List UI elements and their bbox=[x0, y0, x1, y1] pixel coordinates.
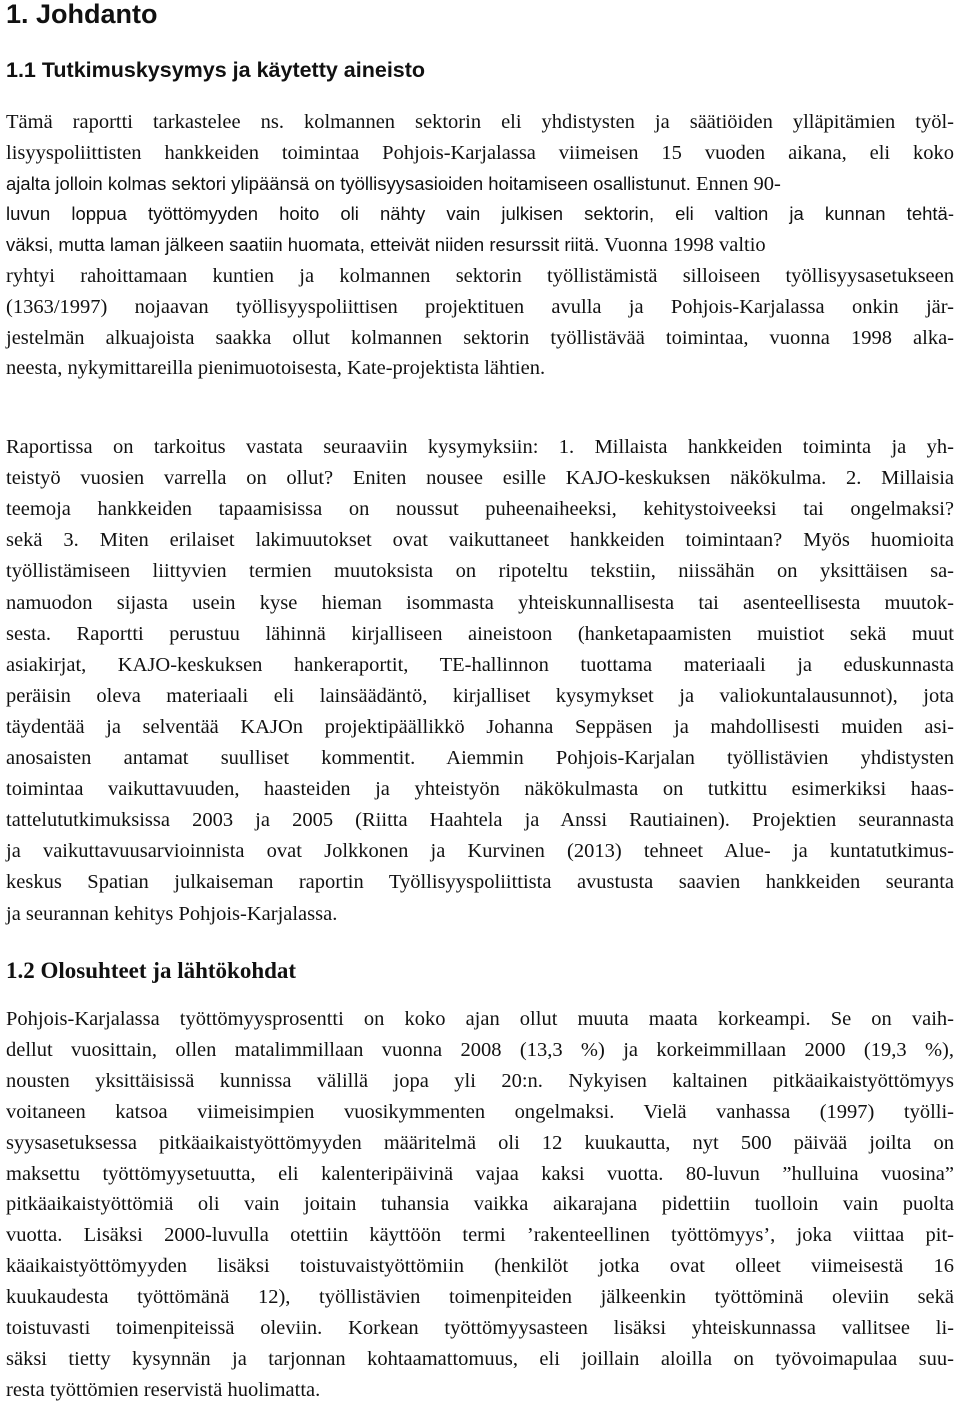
text-line-content: Raportissa on tarkoitus vastata seuraaviin kysymyksiin: 1. Millaista hankkeiden toiminta ja yh- bbox=[6, 436, 954, 458]
text-line-content: pitkäaikaistyöttömiä oli vain joitain tuhansia vaikka aikarajana pidettiin tuolloin vain puolta bbox=[6, 1193, 954, 1216]
text-line-content: namuodon sijasta usein kyse hieman isommasta yhteiskunnallisesta tai asenteellisesta muutok- bbox=[6, 591, 954, 614]
text-line bbox=[6, 1159, 954, 1189]
text-line-content: vuotta. Lisäksi 2000-luvulla otettiin käyttöön termi ’rakenteellinen työttömyys’, joka viittaa pit- bbox=[6, 1224, 954, 1247]
text-line-suffix: Vuonna 1998 valtio bbox=[599, 234, 766, 257]
text-line bbox=[6, 353, 954, 383]
text-line bbox=[6, 1251, 954, 1281]
text-line bbox=[6, 463, 954, 493]
text-line-content: sekä 3. Miten erilaiset lakimuutokset ovat vaikuttaneet hankkeiden toimintaan? Myös huomioita bbox=[6, 529, 954, 552]
text-line bbox=[6, 323, 954, 353]
text-line bbox=[6, 650, 954, 680]
text-line-content: peräisin oleva materiaali eli lainsäädäntö, kirjalliset kysymykset ja valiokuntalausunnot), jota bbox=[6, 684, 954, 707]
text-line bbox=[6, 1344, 954, 1374]
text-line-content: teistyö vuosien varrella on ollut? Eniten nousee esille KAJO-keskuksen näkökulma. 2. Millaisia bbox=[6, 467, 954, 490]
text-line bbox=[6, 261, 954, 291]
text-line bbox=[6, 230, 954, 260]
text-line bbox=[6, 292, 954, 322]
text-line-content: asiakirjat, KAJO-keskuksen hankeraportit, TE-hallinnon tuottama materiaali ja eduskunnasta bbox=[6, 653, 954, 676]
text-line-content: sesta. Raportti perustuu lähinnä kirjalliseen aineistoon (hanketapaamisten muistiot sekä muut bbox=[6, 622, 954, 645]
text-line-content: Pohjois-Karjalassa työttömyysprosentti on koko ajan ollut muuta maata korkeampi. Se on vaih- bbox=[6, 1008, 954, 1030]
text-line bbox=[6, 1375, 954, 1405]
text-line bbox=[6, 432, 954, 462]
text-line bbox=[6, 494, 954, 524]
text-line bbox=[6, 556, 954, 586]
text-line-content: lisyyspoliittisten hankkeiden toimintaa Pohjois-Karjalassa viimeisen 15 vuoden aikana, eli koko bbox=[6, 141, 954, 164]
text-line bbox=[6, 1097, 954, 1127]
text-line bbox=[6, 1035, 954, 1065]
text-line bbox=[6, 836, 954, 866]
text-line-content: dellut vuosittain, ollen matalimmillaan vuonna 2008 (13,3 %) ja korkeimmillaan 2000 (19,3 %), bbox=[6, 1038, 954, 1061]
text-line bbox=[6, 199, 954, 229]
text-line-content: teemoja hankkeiden tapaamisissa on noussut puheenaiheeksi, kehitystoiveeksi tai ongelmaksi? bbox=[6, 498, 954, 521]
text-line bbox=[6, 712, 954, 742]
text-line bbox=[6, 1004, 954, 1034]
text-line-content: nousten yksittäisissä kunnissa välillä jopa yli 20:n. Nykyisen kaltainen pitkäaikaistyöttömyys bbox=[6, 1069, 954, 1092]
text-line-content: täydentää ja selventää KAJOn projektipäällikkö Johanna Seppäsen ja mahdollisesti muiden asi- bbox=[6, 715, 954, 738]
text-line bbox=[6, 867, 954, 897]
text-line bbox=[6, 619, 954, 649]
text-line-content: kuukaudesta työttömänä 12), työllistävien toimenpiteiden jälkeenkin työttöminä oleviin sekä bbox=[6, 1286, 954, 1309]
text-line bbox=[6, 169, 954, 199]
text-line-content: käaikaistyöttömyyden lisäksi toistuvaistyöttömiin (henkilöt jotka ovat olleet viimeisestä 16 bbox=[6, 1255, 954, 1278]
section-heading-1-2: 1.2 Olosuhteet ja lähtökohdat bbox=[6, 958, 297, 983]
text-line bbox=[6, 743, 954, 773]
text-line bbox=[6, 774, 954, 804]
text-line-content: anosaisten antamat suulliset kommentit. Aiemmin Pohjois-Karjalan työllistävien yhdistysten bbox=[6, 747, 954, 769]
text-line bbox=[6, 899, 954, 929]
text-line bbox=[6, 107, 954, 137]
text-line bbox=[6, 525, 954, 555]
text-line bbox=[6, 588, 954, 618]
text-line-content: neesta, nykymittareilla pienimuotoisesta, Kate-projektista lähtien. bbox=[6, 357, 546, 380]
text-line-content: jestelmän alkuajoista saakka ollut kolmannen sektorin työllistävää toimintaa, vuonna 1998 alka- bbox=[6, 326, 954, 349]
chapter-heading: 1. Johdanto bbox=[6, 0, 158, 29]
text-line-content: ryhtyi rahoittamaan kuntien ja kolmannen sektorin työllistämistä silloiseen työllisyysasetukseen bbox=[6, 265, 954, 287]
section-heading-1-1: 1.1 Tutkimuskysymys ja käytetty aineisto bbox=[6, 58, 426, 82]
text-line bbox=[6, 805, 954, 835]
text-line-suffix: Ennen 90- bbox=[690, 172, 781, 195]
text-line-content: luvun loppua työttömyyden hoito oli nähty vain julkisen sektorin, eli valtion ja kunnan tehtä- bbox=[6, 203, 954, 225]
text-line-content: syysasetuksessa pitkäaikaistyöttömyyden määritelmä oli 12 kuukautta, nyt 500 päivää joilta on bbox=[6, 1131, 954, 1154]
text-line-content: työllistämiseen liittyvien termien muutoksista on ripoteltu tekstiin, niissähän on yksittäisen sa- bbox=[6, 560, 954, 583]
text-line-content: ajalta jolloin kolmas sektori ylipäänsä on työllisyysasioiden hoitamiseen osallistunut. bbox=[6, 172, 691, 194]
text-line bbox=[6, 138, 954, 168]
text-line-content: tattelututkimuksissa 2003 ja 2005 (Riitta Haahtela ja Anssi Rautiainen). Projektien seurannasta bbox=[6, 809, 954, 832]
text-line bbox=[6, 1313, 954, 1343]
text-line-content: ja seurannan kehitys Pohjois-Karjalassa. bbox=[6, 902, 338, 925]
text-line-content: resta työttömien reservistä huolimatta. bbox=[6, 1378, 321, 1401]
text-line-content: toistuvasti toimenpiteissä oleviin. Korkean työttömyysasteen lisäksi yhteiskunnassa vallitsee li- bbox=[6, 1317, 954, 1339]
text-line-content: Tämä raportti tarkastelee ns. kolmannen sektorin eli yhdistysten ja säätiöiden ylläpitämien työl- bbox=[6, 111, 954, 133]
text-line bbox=[6, 1282, 954, 1312]
text-line bbox=[6, 1189, 954, 1219]
text-line-content: säksi tietty kysynnän ja tarjonnan kohtaamattomuus, eli joillain aloilla on työvoimapulaa suu- bbox=[6, 1347, 954, 1370]
text-line bbox=[6, 1128, 954, 1158]
text-line-content: voitaneen katsoa viimeisimpien vuosikymmenten ongelmaksi. Vielä vanhassa (1997) työlli- bbox=[6, 1100, 954, 1123]
text-line bbox=[6, 681, 954, 711]
text-line-content: väksi, mutta laman jälkeen saatiin huomata, etteivät niiden resurssit riitä. bbox=[6, 234, 600, 256]
text-line-content: keskus Spatian julkaiseman raportin Työllisyyspoliittista avustusta saavien hankkeiden seuranta bbox=[6, 871, 954, 894]
text-line bbox=[6, 1066, 954, 1096]
text-line bbox=[6, 1220, 954, 1250]
text-line-content: toimintaa vaikuttavuuden, haasteiden ja yhteistyön näkökulmasta on tutkittu esimerkiksi haas- bbox=[6, 778, 954, 801]
text-line-content: maksettu työttömyysetuutta, eli kalenteripäivinä vajaa kaksi vuotta. 80-luvun ”hulluina vuosina” bbox=[6, 1162, 954, 1185]
text-line-content: ja vaikuttavuusarvioinnista ovat Jolkkonen ja Kurvinen (2013) tehneet Alue- ja kuntatutkimus- bbox=[6, 840, 954, 863]
text-line-content: (1363/1997) nojaavan työllisyyspoliittisen projektituen avulla ja Pohjois-Karjalassa onkin jär- bbox=[6, 295, 954, 318]
